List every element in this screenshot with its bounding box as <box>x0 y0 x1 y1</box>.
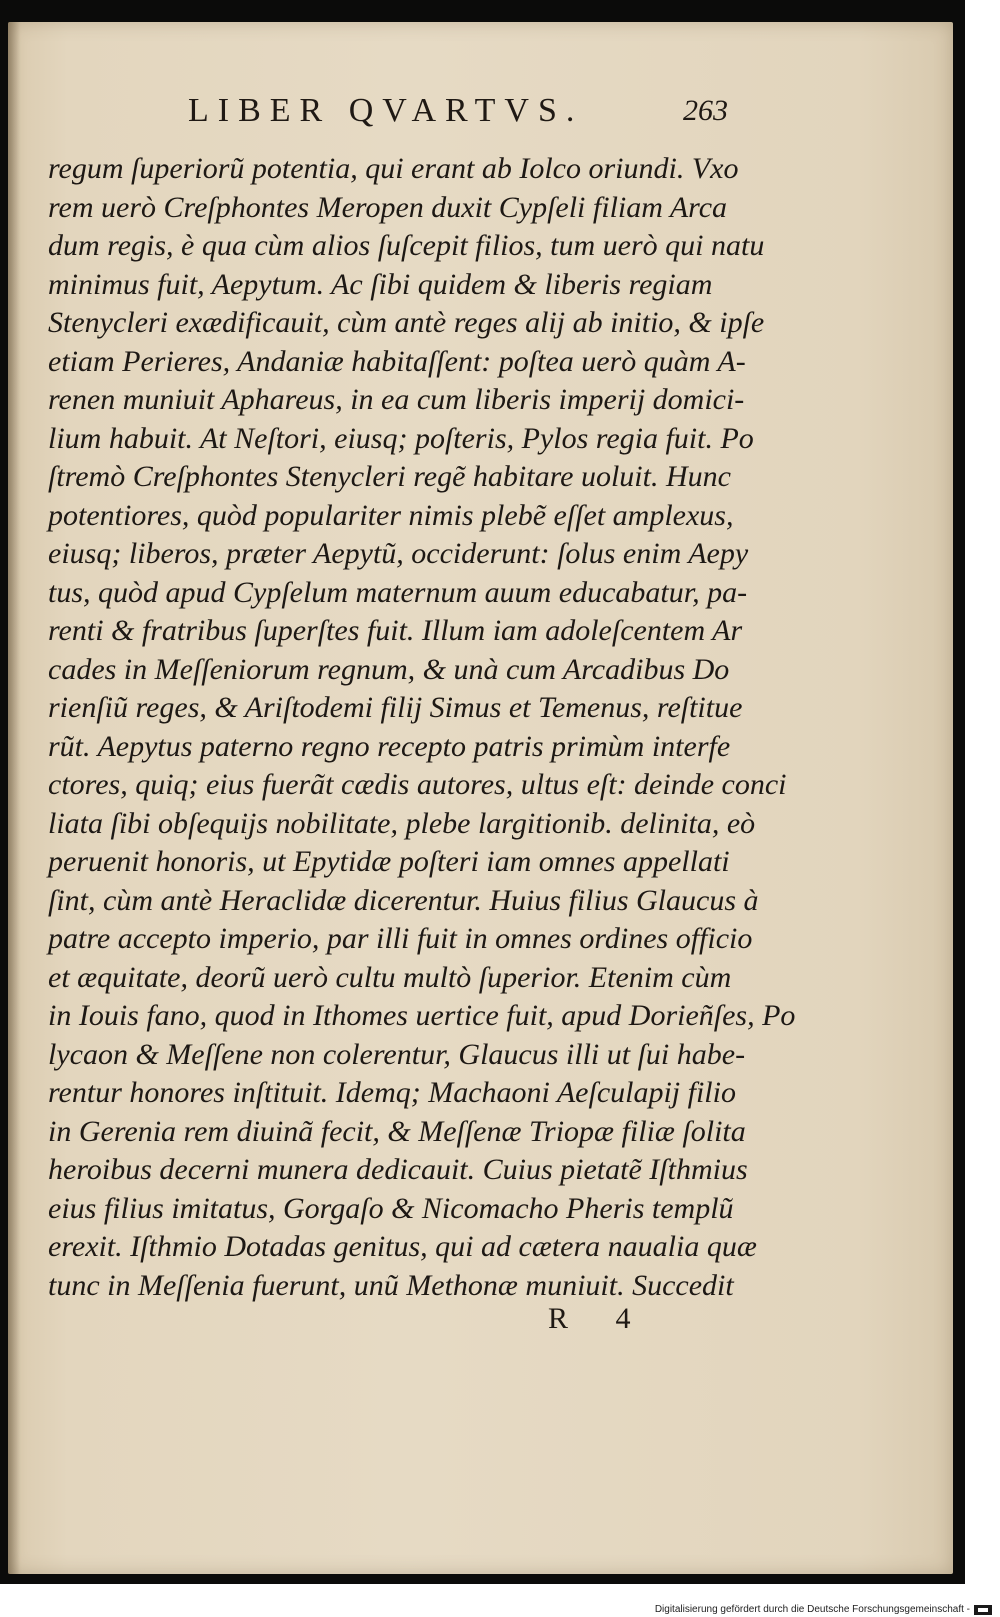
text-line: rentur honores inſtituit. Idemq; Machaoni Aeſculapij filio <box>48 1076 736 1109</box>
text-line: regum ſuperiorũ potentia, qui erant ab Iolco oriundi. Vxo <box>48 152 739 185</box>
page-number: 263 <box>683 94 728 127</box>
text-line: heroibus decerni munera dedicauit. Cuius pietatẽ Iſthmius <box>48 1153 748 1186</box>
text-line: rũt. Aepytus paterno regno recepto patris primùm interfe <box>48 729 731 763</box>
text-line: tunc in Meſſenia fuerunt, unũ Methonæ muniuit. Succedit <box>48 1268 734 1302</box>
text-line: in Gerenia rem diuinã fecit, & Meſſenæ Triopæ filiæ ſolita <box>48 1114 746 1148</box>
signature-mark: R 4 <box>548 1302 651 1335</box>
text-line: rienſiũ reges, & Ariſtodemi filij Simus et Temenus, reſtitue <box>48 691 743 724</box>
text-line: in Iouis fano, quod in Ithomes uertice fuit, apud Dorieñſes, Po <box>48 999 796 1032</box>
text-line: lycaon & Meſſene non colerentur, Glaucus illi ut ſui habe- <box>48 1037 746 1071</box>
dfg-logo-icon <box>974 1605 992 1615</box>
text-line: Stenycleri exædificauit, cùm antè reges alij ab initio, & ipſe <box>48 306 765 339</box>
text-line: erexit. Iſthmio Dotadas genitus, qui ad cætera naualia quæ <box>48 1230 757 1263</box>
text-line: ctores, quiq; eius fuerãt cædis autores, ultus eſt: deinde conci <box>48 768 787 801</box>
text-line: peruenit honoris, ut Epytidæ poſteri iam omnes appellati <box>48 845 730 878</box>
text-line: eius filius imitatus, Gorgaſo & Nicomacho Pheris templũ <box>48 1191 734 1225</box>
text-line: dum regis, è qua cùm alios ſuſcepit filios, tum uerò qui natu <box>48 229 765 262</box>
text-line: et æquitate, deorũ uerò cultu multò ſuperior. Etenim cùm <box>48 960 732 994</box>
text-line: lium habuit. At Neſtori, eiusq; poſteris, Pylos regia fuit. Po <box>48 421 754 455</box>
page-header <box>188 92 728 142</box>
text-line: etiam Perieres, Andaniæ habitaſſent: poſtea uerò quàm A- <box>48 344 746 378</box>
text-line: ſint, cùm antè Heraclidæ dicerentur. Huius filius Glaucus à <box>48 883 759 917</box>
text-line: renti & fratribus ſuperſtes fuit. Illum iam adoleſcentem Ar <box>48 614 743 647</box>
text-line: cades in Meſſeniorum regnum, & unà cum Arcadibus Do <box>48 652 730 686</box>
running-title: LIBER QVARTVS. <box>188 92 584 129</box>
text-line: eiusq; liberos, præter Aepytũ, occiderunt: ſolus enim Aepy <box>48 537 749 570</box>
body-text <box>48 150 796 1305</box>
text-line: patre accepto imperio, par illi fuit in omnes ordines officio <box>48 922 753 955</box>
digitization-credit <box>655 1604 992 1615</box>
text-line: minimus fuit, Aepytum. Ac ſibi quidem & liberis regiam <box>48 267 713 301</box>
text-line: tus, quòd apud Cypſelum maternum auum educabatur, pa- <box>48 575 748 609</box>
text-line: rem uerò Creſphontes Meropen duxit Cypſeli filiam Arca <box>48 190 728 224</box>
text-line: liata ſibi obſequijs nobilitate, plebe largitionib. delinita, eò <box>48 806 756 840</box>
book-page <box>8 22 953 1574</box>
page-gutter-shadow <box>8 22 20 1574</box>
text-line: renen muniuit Aphareus, in ea cum liberis imperij domici- <box>48 383 745 416</box>
credit-text: Digitalisierung gefördert durch die Deutsche Forschungsgemeinschaft - <box>654 1604 970 1615</box>
text-line: ſtremò Creſphontes Stenycleri regẽ habitare uoluit. Hunc <box>48 460 731 493</box>
text-line: potentiores, quòd populariter nimis plebẽ eſſet amplexus, <box>48 498 734 532</box>
